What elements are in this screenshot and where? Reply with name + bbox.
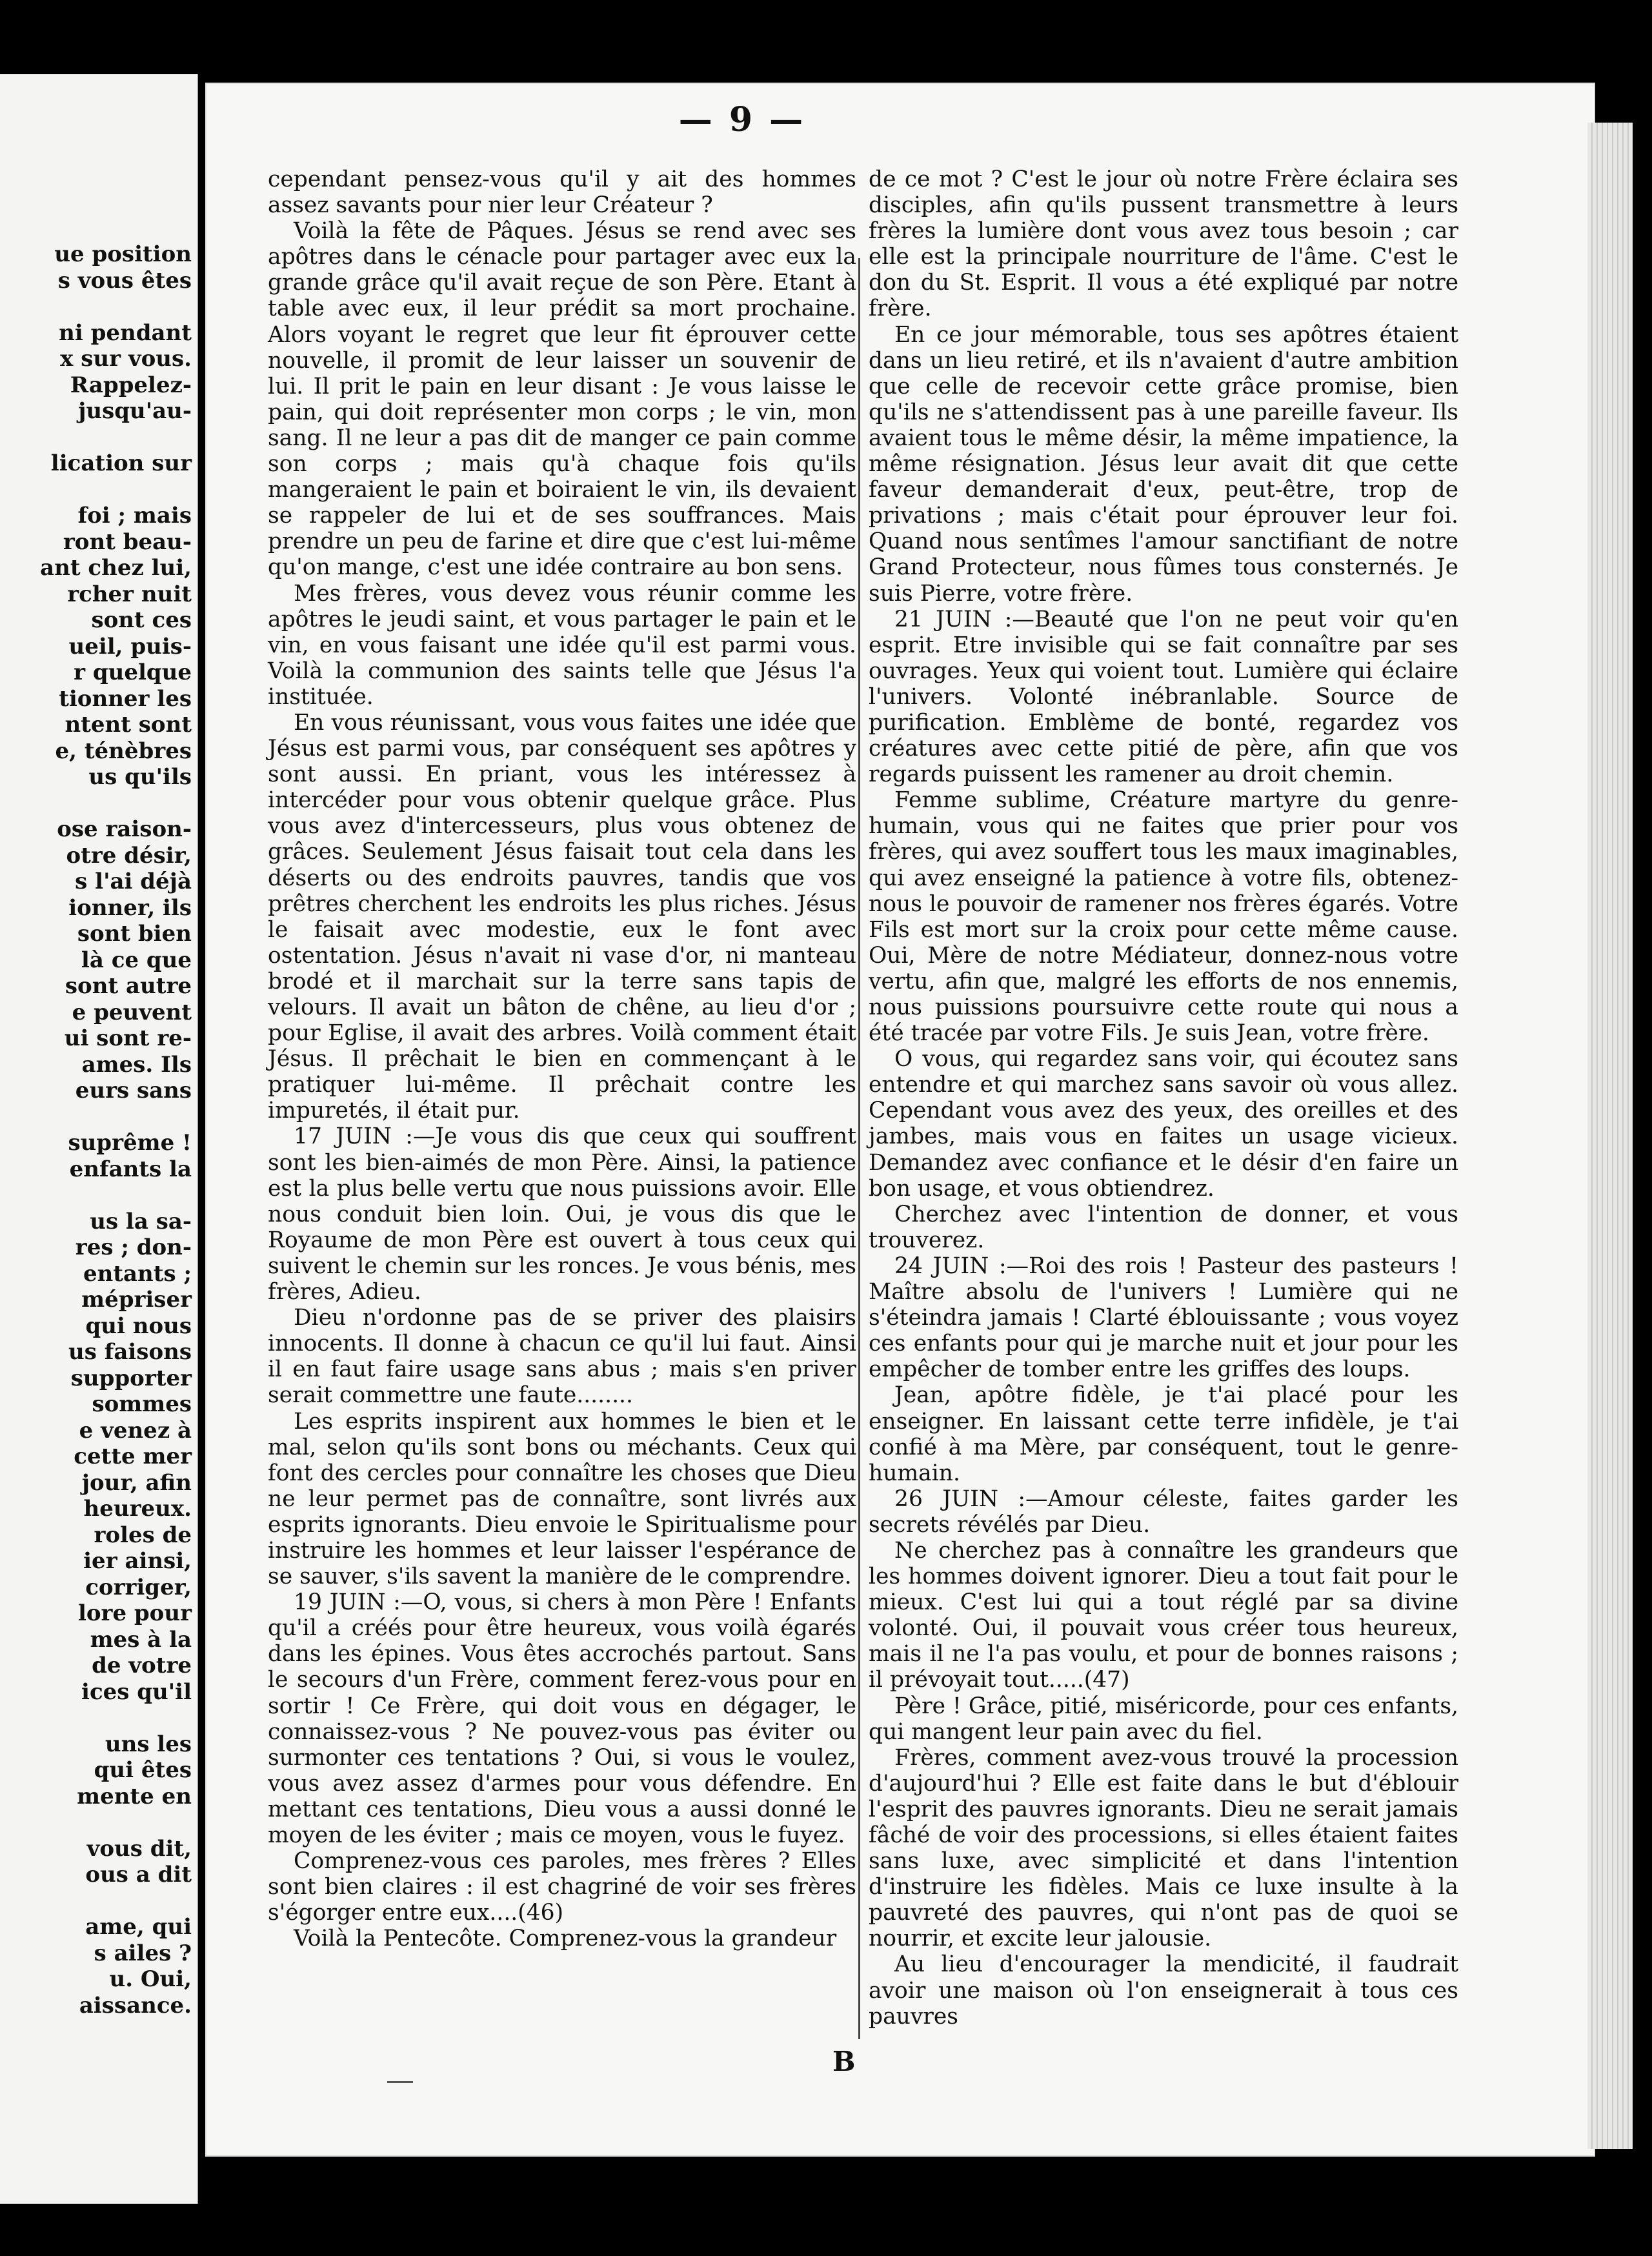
- left-page-fragment: qui nous: [85, 1313, 192, 1339]
- left-page-fragment: foi ; mais: [77, 503, 192, 529]
- paragraph: Femme sublime, Créature martyre du genre-humain, vous qui ne faites que prier pour vos frères, qui avez souffert tous les maux imaginables, qui avez enseigné la patience à votre fils, obtenez-nous le pouvoir de ramener nos frères égarés. Votre Fils est mort sur la croix pour cette même cause. Oui, Mère de notre Médiateur, donnez-nous votre vertu, afin que, malgré les efforts de nos ennemis, nous puissions poursuivre cette route qui nous a été tracée par votre Fils. Je suis Jean, votre frère.: [869, 787, 1458, 1047]
- paragraph: Voilà la fête de Pâques. Jésus se rend avec ses apôtres dans le cénacle pour partager avec eux la grande grâce qu'il avait reçue de son Père. Etant à table avec eux, il leur prédit sa mort prochaine. Alors voyant le regret que leur fit éprouver cette nouvelle, il promit de leur laisser un souvenir de lui. Il prit le pain en leur disant : Je vous laisse le pain, qui doit représenter mon corps ; le vin, mon sang. Il ne leur a pas dit de manger ce pain comme son corps ; mais qu'à chaque fois qu'ils mangeraient le pain et boiraient le vin, ils devaient se rappeler de lui et de ses souffrances. Mais prendre un peu de farine et dire que c'est lui-même qu'on mange, c'est une idée contraire au bon sens.: [268, 218, 856, 581]
- column-rule: [858, 258, 860, 2039]
- left-page-fragment: e venez à: [79, 1417, 192, 1444]
- paragraph: Dieu n'ordonne pas de se priver des plaisirs innocents. Il donne à chacun ce qu'il lui faut. Ainsi il en faut faire usage sans abus ; mais s'en priver serait commettre une faute........: [268, 1305, 856, 1409]
- left-page-fragment: ue position: [54, 241, 192, 267]
- left-page-fragment: là ce que: [81, 947, 192, 973]
- left-page-fragment: e, ténèbres: [55, 738, 192, 764]
- page-edge: [1587, 123, 1633, 2149]
- left-page-fragment: sommes: [92, 1391, 192, 1417]
- right-column: [869, 166, 1458, 2029]
- left-page-fragment: tionner les: [59, 685, 192, 712]
- left-page-fragment: e peuvent: [72, 999, 192, 1025]
- left-page-fragment: s vous êtes: [57, 267, 192, 294]
- paragraph: Au lieu d'encourager la mendicité, il faudrait avoir une maison où l'on enseignerait à tous ces pauvres: [869, 1951, 1458, 2029]
- left-page-fragment: us la sa-: [90, 1208, 192, 1234]
- paragraph: Père ! Grâce, pitié, miséricorde, pour ces enfants, qui mangent leur pain avec du fiel.: [869, 1693, 1458, 1745]
- paragraph: Frères, comment avez-vous trouvé la procession d'aujourd'hui ? Elle est faite dans le but d'éblouir l'esprit des pauvres ignorants. Dieu ne serait jamais fâché de voir des processions, si elles étaient faites sans luxe, avec simplicité et dans l'intention d'instruire les fidèles. Mais ce luxe insulte à la pauvreté des pauvres, qui n'ont pas de quoi se nourrir, et excite leur jalousie.: [869, 1744, 1458, 1952]
- left-page-fragment: ntent sont: [65, 712, 192, 738]
- left-page-fragment: ame, qui: [85, 1914, 192, 1940]
- paragraph: En ce jour mémorable, tous ses apôtres étaient dans un lieu retiré, et ils n'avaient d'autre ambition que celle de recevoir cette grâce promise, bien qu'ils ne s'attendissent pas à une pareille faveur. Ils avaient tous le même désir, la même impatience, la même résignation. Jésus leur avait dit que cette faveur demanderait d'eux, peut-être, trop de privations ; mais c'était pour éprouver leur foi. Quand nous sentîmes l'amour sanctifiant de notre Grand Protecteur, nous fûmes tous consternés. Je suis Pierre, votre frère.: [869, 321, 1458, 607]
- left-column: [268, 166, 856, 1951]
- left-page-fragment: res ; don-: [75, 1234, 192, 1260]
- left-page-fragment: us faisons: [68, 1339, 192, 1365]
- left-page-fragment: entants ;: [83, 1260, 192, 1287]
- page-number: — 9 —: [678, 100, 806, 139]
- left-page-fragment: mépriser: [81, 1287, 192, 1313]
- left-page-fragment: supporter: [70, 1365, 192, 1391]
- left-page-fragment: uns les: [105, 1731, 192, 1757]
- paragraph: cependant pensez-vous qu'il y ait des hommes assez savants pour nier leur Créateur ?: [268, 166, 856, 219]
- left-page-fragment: jour, afin: [81, 1469, 192, 1496]
- paragraph: Les esprits inspirent aux hommes le bien et le mal, selon qu'ils sont bons ou méchants. Ceux qui font des cercles pour connaître les choses que Dieu ne leur permet pas de connaître, sont livrés aux esprits ignorants. Dieu envoie le Spiritualisme pour instruire les hommes et leur laisser l'espérance de se sauver, s'ils savent la manière de le comprendre.: [268, 1408, 856, 1590]
- left-page-fragment: s ailes ?: [94, 1940, 192, 1966]
- left-facing-page: [0, 74, 198, 2204]
- paragraph: Comprenez-vous ces paroles, mes frères ? Elles sont bien claires : il est chagriné de voir ses frères s'égorger entre eux....(46): [268, 1848, 856, 1926]
- left-page-fragment: vous dit,: [86, 1835, 192, 1862]
- left-page-fragment: us qu'ils: [88, 764, 192, 790]
- left-page-fragment: enfants la: [69, 1156, 192, 1182]
- left-page-fragment: lore pour: [77, 1600, 192, 1626]
- left-page-fragment: lication sur: [50, 450, 192, 476]
- paragraph: 26 JUIN :—Amour céleste, faites garder les secrets révélés par Dieu.: [869, 1486, 1458, 1538]
- paragraph: Cherchez avec l'intention de donner, et vous trouverez.: [869, 1201, 1458, 1253]
- left-page-fragment: aissance.: [79, 1992, 192, 2019]
- paragraph: 19 JUIN :—O, vous, si chers à mon Père ! Enfants qu'il a créés pour être heureux, vous voilà égarés dans les épines. Vous êtes accrochés partout. Sans le secours d'un Frère, comment ferez-vous pour en sortir ! Ce Frère, qui doit vous en dégager, le connaissez-vous ? Ne pouvez-vous pas éviter ou surmonter ces tentations ? Oui, si vous le voulez, vous avez assez d'armes pour vous défendre. En mettant ces tentations, Dieu vous a aussi donné le moyen de les éviter ; mais ce moyen, vous le fuyez.: [268, 1589, 856, 1848]
- left-page-fragment: x sur vous.: [60, 346, 192, 372]
- left-page-fragment: sont bien: [77, 921, 192, 947]
- left-page-fragment: ront beau-: [63, 529, 192, 555]
- paragraph: Ne cherchez pas à connaître les grandeurs que les hommes doivent ignorer. Dieu a tout fait pour le mieux. C'est lui qui a tout réglé par sa divine volonté. Oui, il pouvait vous créer tous heureux, mais il ne l'a pas voulu, et pour de bonnes raisons ; il prévoyait tout.....(47): [869, 1537, 1458, 1693]
- left-page-fragment: ames. Ils: [81, 1051, 192, 1078]
- left-page-fragment: roles de: [94, 1522, 192, 1548]
- left-page-fragment: sont ces: [91, 607, 192, 633]
- left-page-fragment: ier ainsi,: [83, 1548, 192, 1574]
- left-page-fragment: Rappelez-: [70, 372, 192, 398]
- paragraph: En vous réunissant, vous vous faites une idée que Jésus est parmi vous, par conséquent ses apôtres y sont aussi. En priant, vous les intéressez à intercéder pour vous obtenir quelque grâce. Plus vous avez d'intercesseurs, plus vous obtenez de grâces. Seulement Jésus faisait tout cela dans les déserts ou des endroits pauvres, tandis que vos prêtres cherchent les endroits les plus riches. Jésus le faisait avec modestie, eux le font avec ostentation. Jésus n'avait ni vase d'or, ni manteau brodé et il marchait sur la terre sans tapis de velours. Il avait un bâton de chêne, au lieu d'or ; pour Eglise, il avait des arbres. Voilà comment était Jésus. Il prêchait le bien en commençant à le pratiquer lui-même. Il prêchait contre les impuretés, il était pur.: [268, 709, 856, 1124]
- left-page-fragment: ant chez lui,: [40, 555, 192, 581]
- left-page-fragment: ous a dit: [85, 1862, 192, 1888]
- left-page-fragment: ui sont re-: [64, 1025, 192, 1051]
- left-page-fragment: ueil, puis-: [68, 633, 192, 660]
- left-page-fragment: ni pendant: [59, 319, 192, 346]
- left-page-fragment: otre désir,: [66, 842, 192, 869]
- left-page-fragment: r quelque: [74, 660, 192, 685]
- left-page-fragment: ices qu'il: [81, 1678, 192, 1705]
- paragraph: Voilà la Pentecôte. Comprenez-vous la grandeur: [294, 1926, 837, 1952]
- left-page-fragment: eurs sans: [75, 1078, 192, 1103]
- left-page-fragment: rcher nuit: [67, 581, 192, 607]
- left-page-fragment: cette mer: [74, 1444, 192, 1469]
- paragraph: 24 JUIN :—Roi des rois ! Pasteur des pasteurs ! Maître absolu de l'univers ! Lumière qui ne s'éteindra jamais ! Clarté éblouissante ; vous voyez ces enfants pour qui je marche nuit et jour pour les empêcher de tomber entre les griffes des loups.: [869, 1253, 1458, 1383]
- paragraph: 17 JUIN :—Je vous dis que ceux qui souffrent sont les bien-aimés de mon Père. Ainsi, la patience est la plus belle vertu que nous puissions avoir. Elle nous conduit bien loin. Oui, je vous dis que le Royaume de mon Père est ouvert à tous ceux qui suivent le chemin sur les ronces. Je vous bénis, mes frères, Adieu.: [268, 1123, 856, 1305]
- left-page-fragment: corriger,: [85, 1574, 192, 1600]
- left-page-fragment: ose raison-: [57, 816, 192, 842]
- footer-dash: [387, 2081, 413, 2083]
- left-page-fragment: mes à la: [90, 1626, 192, 1653]
- signature-mark: B: [832, 2046, 856, 2077]
- left-page-fragment: sont autre: [65, 973, 192, 999]
- left-page-fragment: qui êtes: [94, 1757, 192, 1783]
- paragraph: Jean, apôtre fidèle, je t'ai placé pour les enseigner. En laissant cette terre infidèle, je t'ai confié à ma Mère, par conséquent, tout le genre-humain.: [869, 1382, 1458, 1486]
- paragraph: de ce mot ? C'est le jour où notre Frère éclaira ses disciples, afin qu'ils pussent transmettre à leurs frères la lumière dont vous avez tous besoin ; car elle est la principale nourriture de l'âme. C'est le don du St. Esprit. Il vous a été expliqué par notre frère.: [869, 166, 1458, 322]
- left-page-fragment: jusqu'au-: [78, 398, 192, 424]
- paragraph: Mes frères, vous devez vous réunir comme les apôtres le jeudi saint, et vous partager le pain et le vin, en vous faisant une idée qu'il est parmi vous. Voilà la communion des saints telle que Jésus l'a instituée.: [268, 580, 856, 710]
- left-page-fragment: u. Oui,: [109, 1966, 192, 1992]
- left-page-fragment: suprême !: [68, 1130, 192, 1156]
- left-page-fragment: mente en: [77, 1783, 192, 1809]
- left-page-fragment: de votre: [92, 1653, 192, 1678]
- left-page-fragment: ionner, ils: [68, 894, 192, 921]
- paragraph: O vous, qui regardez sans voir, qui écoutez sans entendre et qui marchez sans savoir où vous allez. Cependant vous avez des yeux, des oreilles et des jambes, mais vous en faites un usage vicieux. Demandez avec confiance et le désir d'en faire un bon usage, et vous obtiendrez.: [869, 1046, 1458, 1202]
- left-page-fragment: s l'ai déjà: [75, 869, 192, 894]
- left-page-fragment: heureux.: [83, 1496, 192, 1522]
- paragraph: 21 JUIN :—Beauté que l'on ne peut voir qu'en esprit. Etre invisible qui se fait connaître par ses ouvrages. Yeux qui voient tout. Lumière qui éclaire l'univers. Volonté inébranlable. Source de purification. Emblème de bonté, regardez vos créatures avec cette pitié de père, afin que vos regards puissent les ramener au droit chemin.: [869, 606, 1458, 788]
